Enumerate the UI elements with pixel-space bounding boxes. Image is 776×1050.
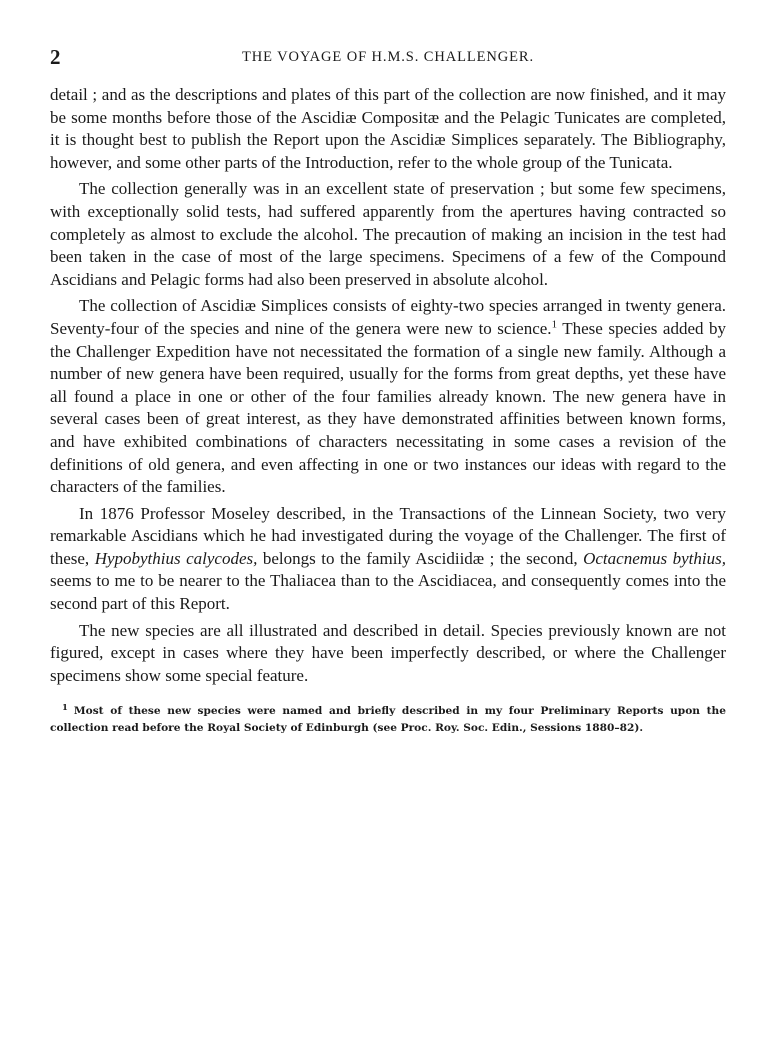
paragraph-4 bbox=[50, 503, 726, 616]
species-name-octacnemus: Octacnemus bythius, bbox=[583, 548, 726, 568]
footnote-mark: 1 bbox=[62, 702, 68, 713]
paragraph-4-text-a: In 1876 Professor Moseley described, in the Transactions of the Linnean Society, two very remarkable Ascidians which he had investigated during the voyage of the Challenger. The first of these, bbox=[50, 503, 726, 568]
footnote-reference: 1 bbox=[551, 318, 558, 331]
paragraph-3 bbox=[50, 295, 726, 498]
paragraph-1: detail ; and as the descriptions and plates of this part of the collection are now finished, and it may be some months before those of the Ascidiæ Compositæ and the Pelagic Tunicates are completed, it is thought best to publish the Report upon the Ascidiæ Simplices separately. The Bibliography, however, and some other parts of the Introduction, refer to the whole group of the Tunicata. bbox=[50, 85, 726, 172]
paragraph-3-text-a: The collection of Ascidiæ Simplices consists of eighty-two species arranged in twenty genera. Seventy-four of the species and nine of the genera were new to science. bbox=[50, 296, 726, 338]
footnote bbox=[50, 703, 726, 736]
page-header bbox=[50, 44, 726, 70]
page-number: 2 bbox=[50, 45, 61, 69]
body-text bbox=[50, 84, 726, 687]
paragraph-3-text-b: These species added by the Challenger Expedition have not necessitated the formation of a single new family. Although a number of new genera have been required, usually for the forms from great depths, yet these have all found a place in one or other of the four families already known. The new genera have in several cases been of great interest, as they have demonstrated affinities between known forms, and have exhibited combinations of characters necessitating in some cases a revision of the definitions of old genera, and even affecting in one or two instances our ideas with regard to the characters of the families. bbox=[50, 318, 726, 497]
paragraph-4-text-c: seems to me to be nearer to the Thaliacea than to the Ascidiacea, and consequently comes into the second part of this Report. bbox=[50, 571, 726, 614]
running-title: THE VOYAGE OF H.M.S. CHALLENGER. bbox=[242, 49, 534, 65]
footnote-text: Most of these new species were named and briefly described in my four Preliminary Reports upon the collection read before the Royal Society of Edinburgh (see Proc. Roy. Soc. Edin., Sessions 1880–82). bbox=[50, 705, 726, 734]
species-name-hypobythius: Hypobythius calycodes, bbox=[94, 548, 258, 568]
paragraph-2: The collection generally was in an excellent state of preservation ; but some few specimens, with exceptionally solid tests, had suffered apparently from the apertures having contracted so completely as almost to exclude the alcohol. The precaution of making an incision in the test had been taken in the case of most of the large specimens. Specimens of a few of the Compound Ascidians and Pelagic forms had also been preserved in absolute alcohol. bbox=[50, 179, 726, 289]
paragraph-5: The new species are all illustrated and described in detail. Species previously known are not figured, except in cases where they have been imperfectly described, or where the Challenger specimens show some special feature. bbox=[50, 620, 726, 685]
paragraph-4-text-b: belongs to the family Ascidiidæ ; the second, bbox=[257, 548, 584, 568]
page bbox=[50, 44, 726, 736]
